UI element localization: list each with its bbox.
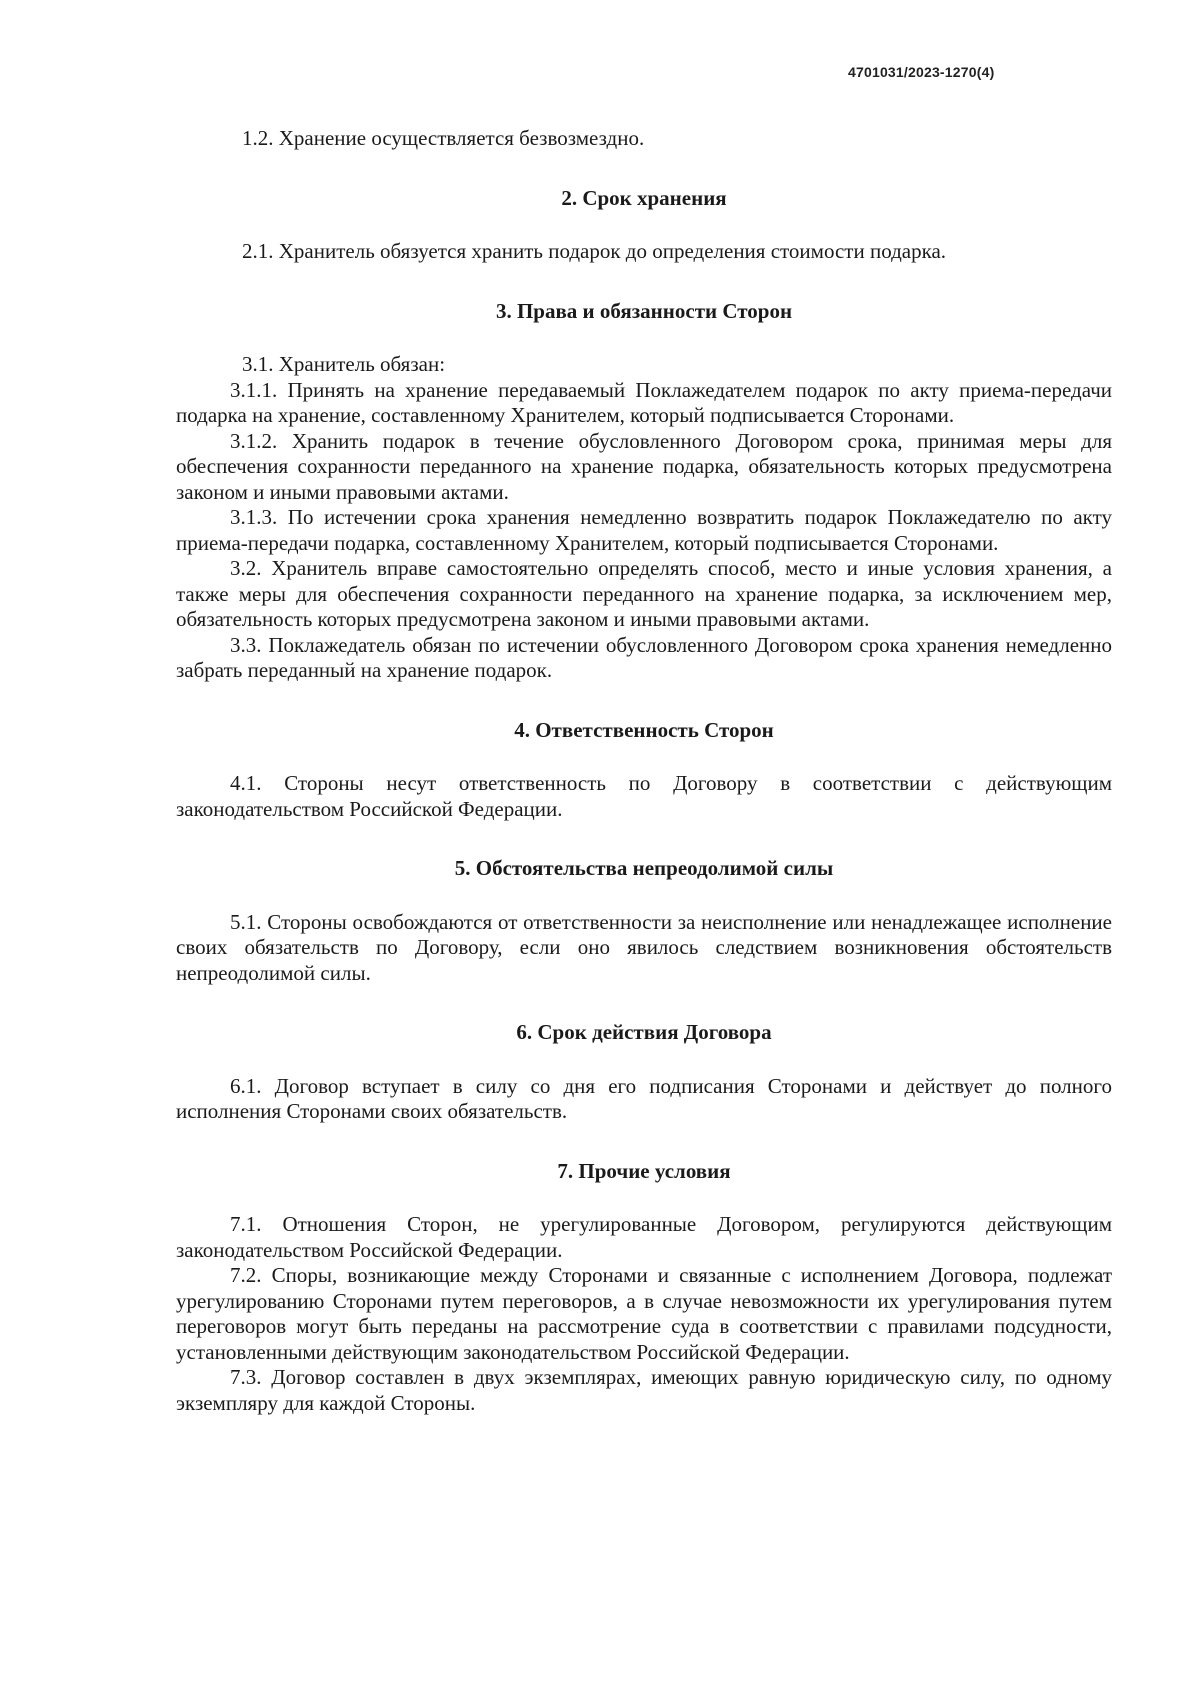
clause-3-1: 3.1. Хранитель обязан: (242, 352, 446, 376)
clause-7-2: 7.2. Споры, возникающие между Сторонами и связанные с исполнением Договора, подлежат урегулированию Сторонами путем переговоров, а в случае невозможности их урегулирования путем переговоров могут быть переданы на рассмотрение суда в соответствии с правилами подсудности, установленными действующим законодательством Российской Федерации. (176, 1263, 1112, 1364)
clause-7-3: 7.3. Договор составлен в двух экземплярах, имеющих равную юридическую силу, по одному экземпляру для каждой Стороны. (176, 1365, 1112, 1415)
section-heading-7: 7. Прочие условия (557, 1158, 731, 1183)
clause-4-1: 4.1. Стороны несут ответственность по Договору в соответствии с действующим законодательством Российской Федерации. (176, 771, 1112, 821)
clause-3-1-3: 3.1.3. По истечении срока хранения немедленно возвратить подарок Поклажедателю по акту приема-передачи подарка, составленному Хранителем, который подписывается Сторонами. (176, 505, 1112, 555)
document-number: 4701031/2023-1270(4) (848, 64, 995, 80)
section-heading-3: 3. Права и обязанности Сторон (495, 298, 793, 323)
section-heading-5: 5. Обстоятельства непреодолимой силы (454, 856, 834, 880)
clause-7-1: 7.1. Отношения Сторон, не урегулированные Договором, регулируются действующим законодательством Российской Федерации. (176, 1212, 1112, 1262)
section-heading-4: 4. Ответственность Сторон (514, 717, 774, 742)
clause-2-1: 2.1. Хранитель обязуется хранить подарок до определения стоимости подарка. (242, 239, 947, 263)
document-body (176, 126, 1112, 1416)
clause-3-3: 3.3. Поклажедатель обязан по истечении обусловленного Договором срока хранения немедленно забрать переданный на хранение подарок. (176, 632, 1112, 682)
clause-1-2: 1.2. Хранение осуществляется безвозмездно. (242, 126, 645, 150)
section-heading-6: 6. Срок действия Договора (516, 1020, 772, 1044)
clause-6-1: 6.1. Договор вступает в силу со дня его подписания Сторонами и действует до полного исполнения Сторонами своих обязательств. (176, 1073, 1112, 1123)
clause-3-1-1: 3.1.1. Принять на хранение передаваемый Поклажедателем подарок по акту приема-передачи подарка на хранение, составленному Хранителем, который подписывается Сторонами. (176, 377, 1112, 427)
section-heading-2: 2. Срок хранения (561, 185, 727, 210)
clause-3-1-2: 3.1.2. Хранить подарок в течение обусловленного Договором срока, принимая меры для обеспечения сохранности переданного на хранение подарка, обязательность которых предусмотрена законом и иными правовыми актами. (176, 428, 1112, 504)
clause-5-1: 5.1. Стороны освобождаются от ответственности за неисполнение или ненадлежащее исполнение своих обязательств по Договору, если оно явилось следствием возникновения обстоятельств непреодолимой силы. (176, 909, 1112, 985)
clause-3-2: 3.2. Хранитель вправе самостоятельно определять способ, место и иные условия хранения, а также меры для обеспечения сохранности переданного на хранение подарка, за исключением мер, обязательность которых предусмотрена законом и иными правовыми актами. (176, 556, 1112, 631)
